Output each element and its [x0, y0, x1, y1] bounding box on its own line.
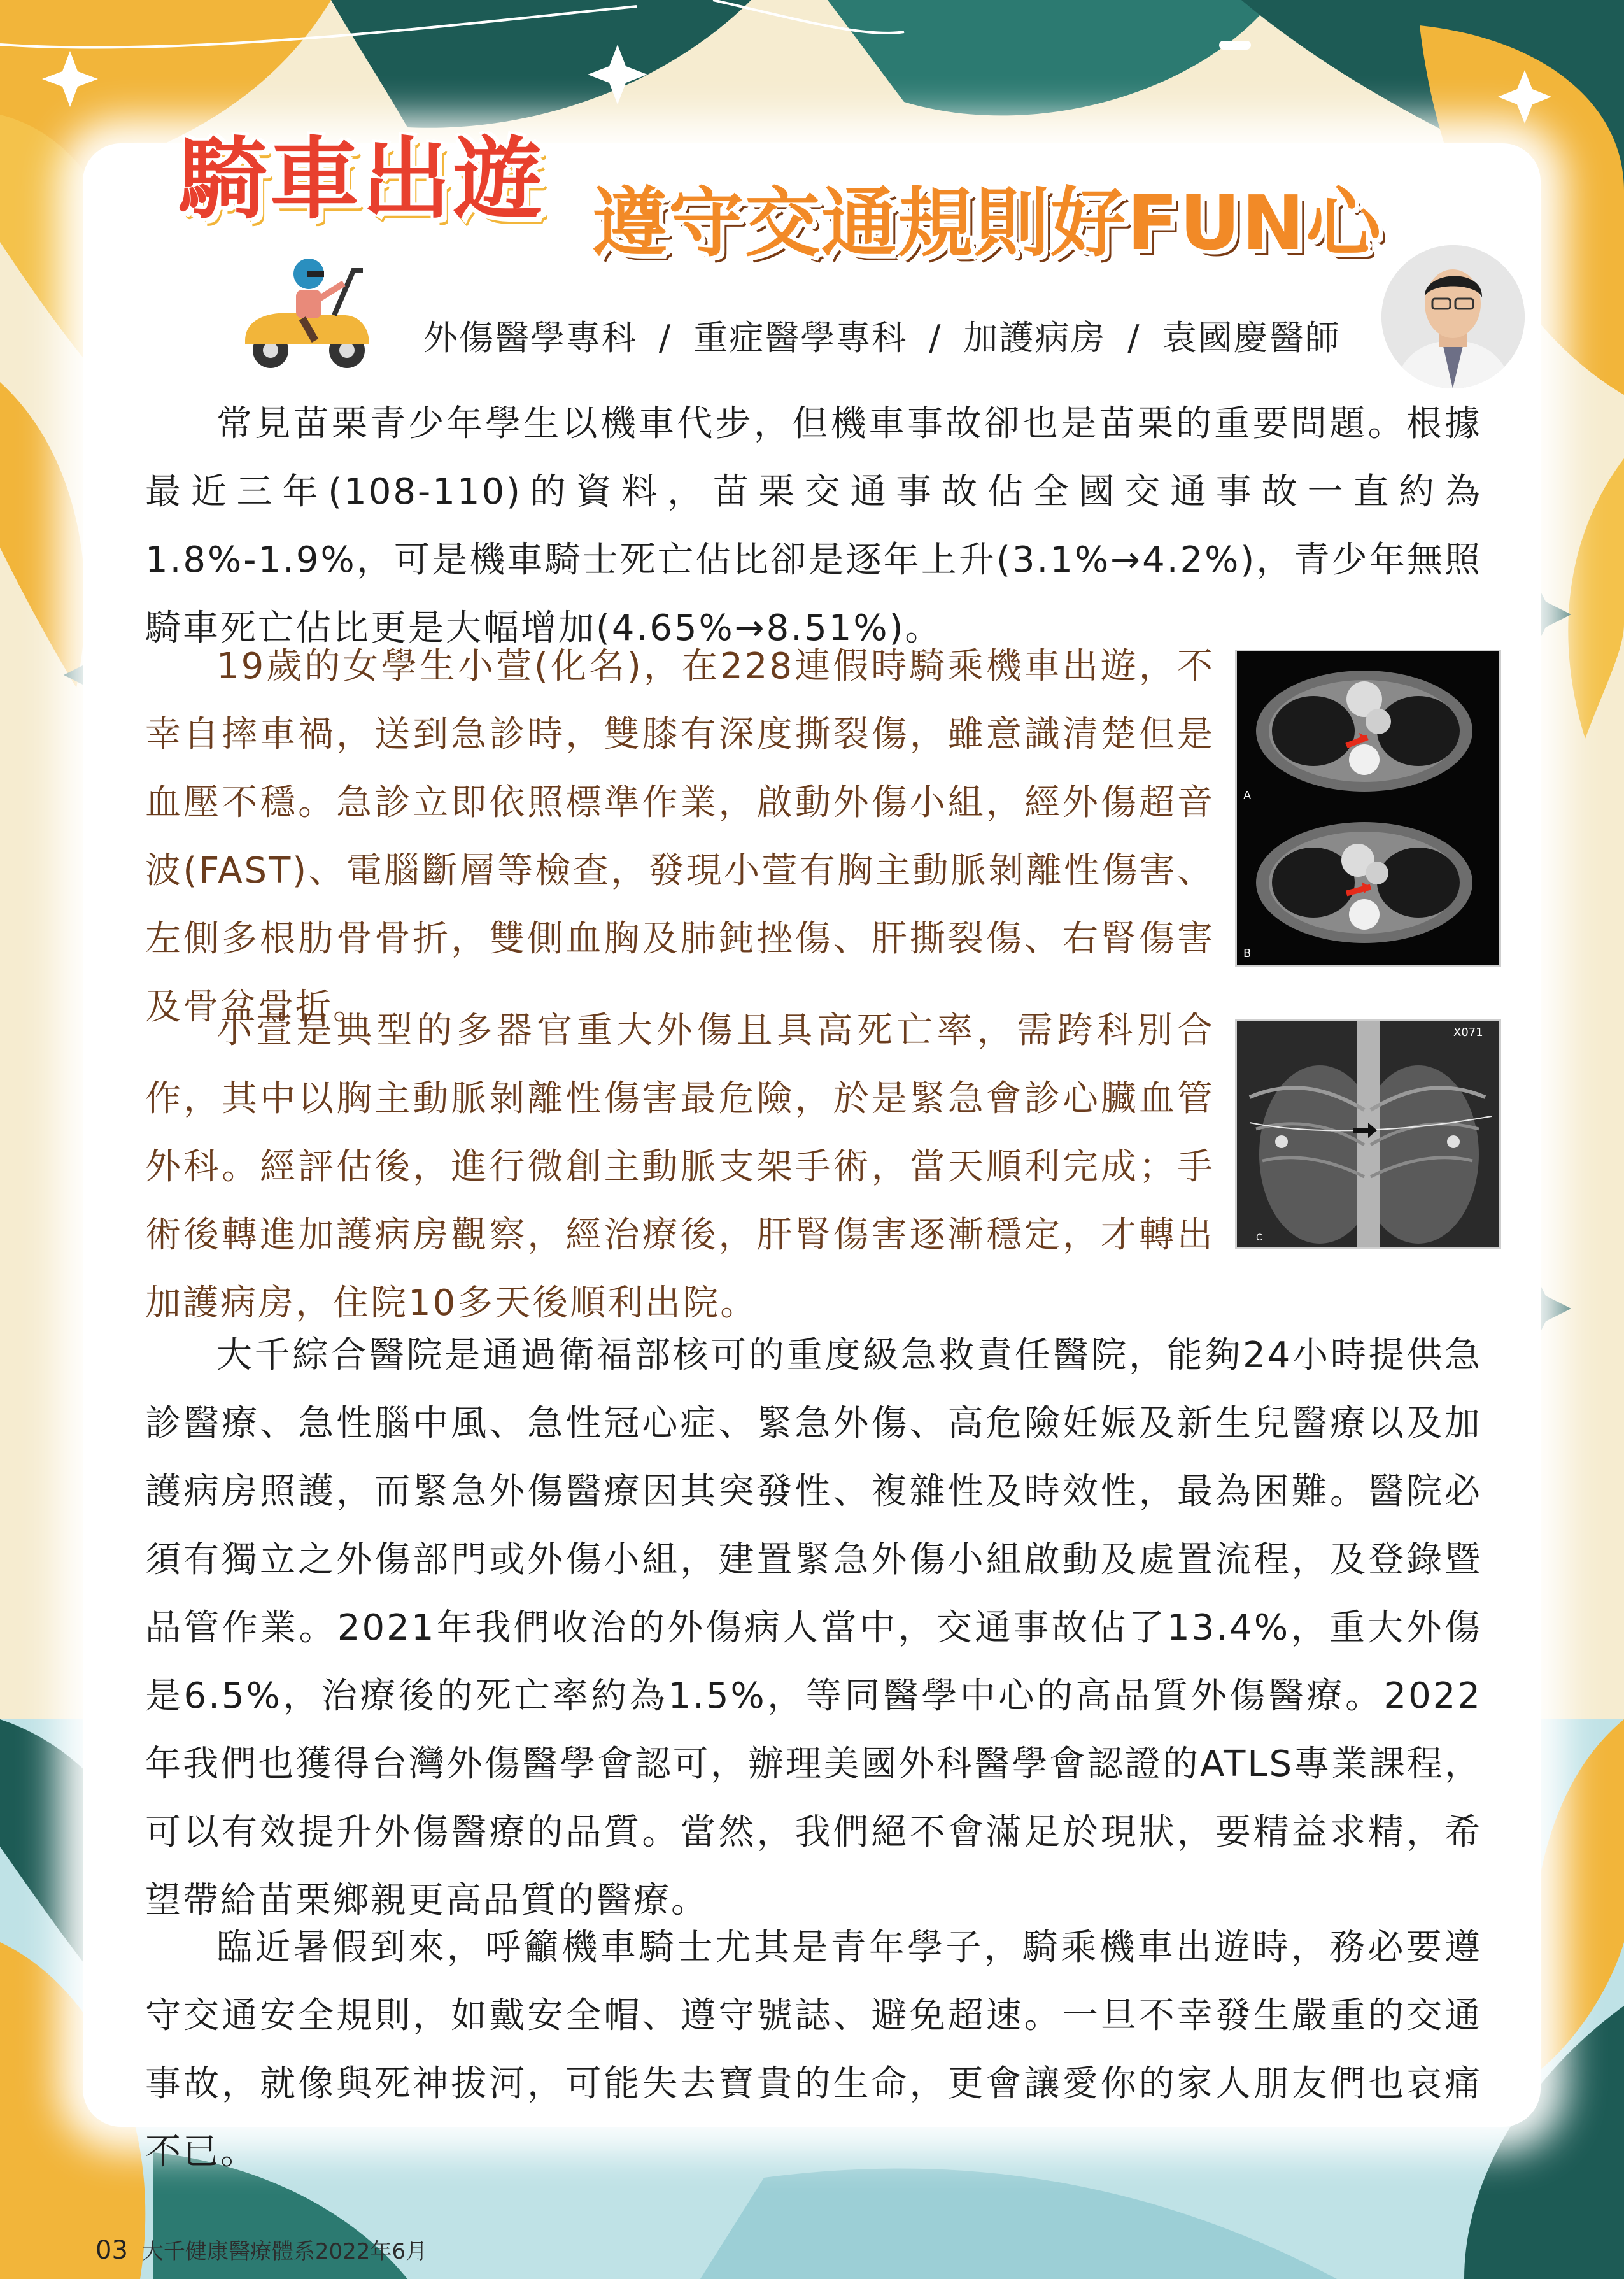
- specialty-critical-care: 重症醫學專科: [693, 318, 908, 358]
- author-photo: [1381, 245, 1525, 388]
- paragraph-statistics: 常見苗栗青少年學生以機車代步，但機車事故卻也是苗栗的重要問題。根據最近三年(108-110)的資料，苗栗交通事故佔全國交通事故一直約為1.8%-1.9%，可是機車騎士死亡佔比卻是逐年上升(3.1%→4.2%)，青少年無照騎車死亡佔比更是大幅增加(4.65%→8.51%)。: [145, 403, 1482, 649]
- byline-separator: /: [659, 318, 672, 358]
- title-subtitle: 遵守交通規則好FUN心: [592, 179, 1383, 267]
- paragraph-case-treatment: 小萱是典型的多器官重大外傷且具高死亡率，需跨科別合作，其中以胸主動脈剝離性傷害最危險，於是緊急會診心臟血管外科。經評估後，進行微創主動脈支架手術，當天順利完成；手術後轉進加護病房觀察，經治療後，肝腎傷害逐漸穩定，才轉出加護病房，住院10多天後順利出院。: [145, 1010, 1215, 1324]
- xray-tag: X071: [1453, 1026, 1483, 1039]
- specialty-icu: 加護病房: [963, 318, 1106, 358]
- ct-label-b: B: [1243, 947, 1252, 960]
- page-number: 03: [95, 2236, 128, 2265]
- paragraph-case-report: 19歲的女學生小萱(化名)，在228連假時騎乘機車出遊，不幸自摔車禍，送到急診時，雙膝有深度撕裂傷，雖意識清楚但是血壓不穩。急診立即依照標準作業，啟動外傷小組，經外傷超音波(FAST)、電腦斷層等檢查，發現小萱有胸主動脈剝離性傷害、左側多根肋骨骨折，雙側血胸及肺鈍挫傷、肝撕裂傷、右腎傷害及骨盆骨折。: [145, 646, 1215, 1028]
- byline-separator: /: [929, 318, 942, 358]
- specialty-trauma: 外傷醫學專科: [423, 318, 637, 358]
- scooter-rider-illustration: [232, 245, 379, 373]
- ct-scan-image: [1235, 650, 1501, 967]
- paragraph-hospital-capability: 大千綜合醫院是通過衛福部核可的重度級急救責任醫院，能夠24小時提供急診醫療、急性腦中風、急性冠心症、緊急外傷、高危險妊娠及新生兒醫療以及加護病房照護，而緊急外傷醫療因其突發性、複雜性及時效性，最為困難。醫院必須有獨立之外傷部門或外傷小組，建置緊急外傷小組啟動及處置流程，及登錄暨品管作業。2021年我們收治的外傷病人當中，交通事故佔了13.4%，重大外傷是6.5%，治療後的死亡率約為1.5%，等同醫學中心的高品質外傷醫療。2022年我們也獲得台灣外傷醫學會認可，辦理美國外科醫學會認證的ATLS專業課程，可以有效提升外傷醫療的品質。當然，我們絕不會滿足於現狀，要精益求精，希望帶給苗栗鄉親更高品質的醫療。: [145, 1335, 1482, 1921]
- byline-separator: /: [1127, 318, 1141, 358]
- ct-slice-a: [1256, 671, 1472, 792]
- xray-label-c: C: [1256, 1233, 1262, 1243]
- author-name: 袁國慶醫師: [1162, 318, 1341, 358]
- chest-xray-image: [1235, 1019, 1501, 1249]
- ct-slice-b: [1256, 822, 1472, 943]
- author-byline: [423, 311, 1341, 360]
- title-main: 騎車出遊: [178, 128, 546, 232]
- page-footer: [95, 2234, 427, 2265]
- paragraph-safety-appeal: 臨近暑假到來，呼籲機車騎士尤其是青年學子，騎乘機車出遊時，務必要遵守交通安全規則，如戴安全帽、遵守號誌、避免超速。一旦不幸發生嚴重的交通事故，就像與死神拔河，可能失去寶貴的生命，更會讓愛你的家人朋友們也哀痛不已。: [145, 1927, 1482, 2173]
- publication-name: 大千健康醫療體系2022年6月: [141, 2239, 428, 2264]
- ct-label-a: A: [1243, 789, 1252, 802]
